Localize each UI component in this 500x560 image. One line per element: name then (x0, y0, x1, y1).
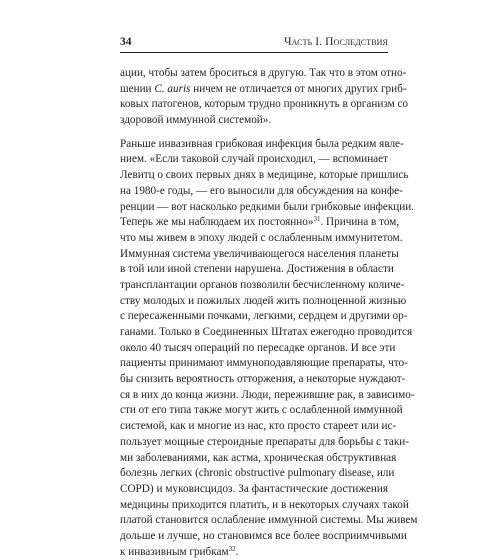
text-line: пациенты принимают иммуноподавляющие препараты, что- (120, 357, 408, 370)
text-line: сти от его типа также могут жить с ослабленной иммунной (120, 404, 403, 417)
text-line: в той или иной степени нарушена. Достижения в области (120, 263, 394, 276)
text-line: что мы живем в эпоху людей с ослабленным иммунитетом. (120, 231, 403, 244)
text-line: Теперь же мы наблюдаем их постоянно»$^{31}$. Причина в том, (120, 215, 400, 229)
text-line: Левитц о своих первых днях в медицине, которые пришлись (120, 169, 409, 182)
text-line: на 1980-е годы, — его выносили для обсуждения на конфе- (120, 184, 403, 197)
body-text (120, 66, 418, 560)
text-line: ганами. Только в Соединенных Штатах ежегодно проводится (120, 326, 413, 338)
paragraph (120, 66, 409, 129)
text-line: с пересаженными почками, легкими, сердцем и другими ор- (120, 310, 408, 323)
text-line: медицины приходится платить, и в некоторых случаях такой (120, 498, 409, 511)
text-line: около 40 тысяч операций по пересадке органов. И все эти (120, 341, 396, 354)
running-head (120, 34, 388, 50)
text-line: ству молодых и пожилых людей жить полноценной жизнью (120, 294, 407, 307)
text-line: бы снизить вероятность отторжения, а некоторые нуждают- (120, 373, 406, 386)
page-number: 34 (120, 36, 132, 48)
text-line: шении C. auris ничем не отличается от многих других гриб- (120, 82, 407, 95)
text-line: системой, как и многие из нас, кто просто стареет или ис- (120, 420, 397, 433)
text-line: ации, чтобы затем броситься в другую. Так что в этом отно- (120, 67, 407, 79)
paragraph-gap (120, 129, 388, 137)
header-rule (120, 52, 388, 53)
text-line: болезнь легких (chronic obstructive pulmonary disease, или (120, 467, 395, 480)
text-line: к инвазивным грибкам$^{32}$. (120, 544, 239, 558)
text-line: ренции — вот насколько редкими были грибковые инфекции. (120, 200, 415, 213)
text-line: Раньше инвазивная грибковая инфекция была редким явле- (120, 137, 404, 150)
text-line: COPD) и муковисцидоз. За фантастические достижения (120, 482, 388, 495)
text-line: нием. «Если таковой случай происходил, — вспоминает (120, 153, 388, 166)
chapter-title: Часть I. Последствия (284, 36, 388, 48)
paragraph (120, 137, 418, 560)
text-line: ковых патогенов, которым трудно проникнуть в организм со (120, 98, 409, 111)
text-line: платой становится ослабление иммунной системы. Мы живем (120, 514, 418, 527)
text-line: пользует мощные стероидные препараты для борьбы с таки- (120, 435, 409, 448)
text-line: ся в них до конца жизни. Люди, пережившие рак, в зависимо- (120, 388, 415, 401)
text-line: здоровой иммунной системой». (120, 114, 272, 127)
text-line: дольше и лучше, но становимся все более восприимчивыми (120, 529, 407, 542)
text-line: трансплантации органов позволили бесчисленному количе- (120, 278, 405, 291)
text-line: Иммунная система увеличивающегося населения планеты (120, 247, 399, 260)
text-line: ми заболеваниями, как астма, хроническая обструктивная (120, 451, 397, 464)
